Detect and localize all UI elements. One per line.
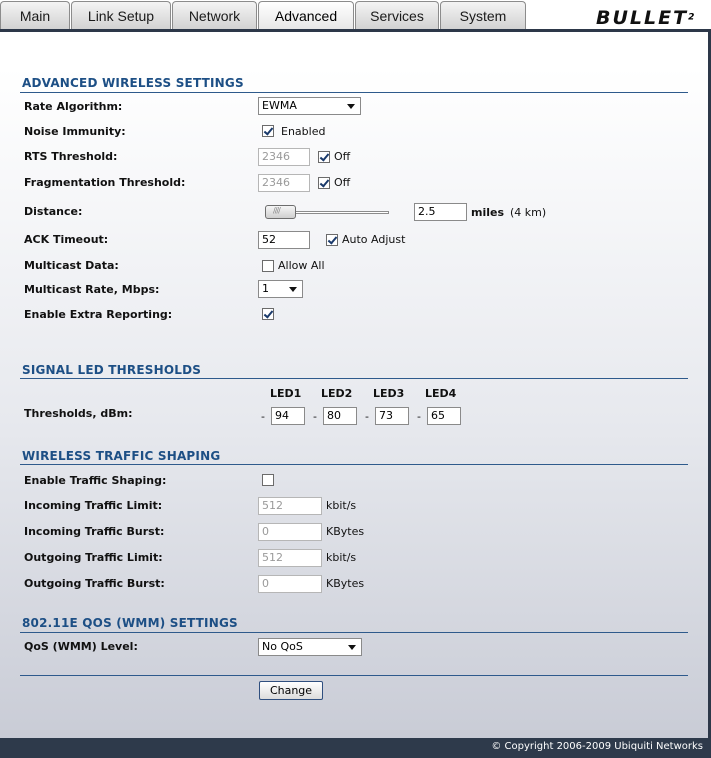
rts-threshold-input[interactable]: 2346	[258, 148, 310, 166]
allow-all-checkbox[interactable]	[262, 260, 274, 272]
outgoing-traffic-burst-input[interactable]: 0	[258, 575, 322, 593]
led3-input[interactable]: 73	[375, 407, 409, 425]
led1-header: LED1	[270, 387, 302, 400]
thresholds-label: Thresholds, dBm:	[24, 407, 133, 420]
noise-immunity-label: Noise Immunity:	[24, 125, 126, 138]
incoming-traffic-burst-input[interactable]: 0	[258, 523, 322, 541]
auto-adjust-checkbox[interactable]	[326, 234, 338, 246]
fragmentation-off-checkbox[interactable]	[318, 177, 330, 189]
rts-off-text: Off	[334, 150, 351, 163]
led1-dash: -	[261, 410, 265, 423]
advanced-wireless-settings-title: ADVANCED WIRELESS SETTINGS	[22, 76, 244, 90]
ack-timeout-input[interactable]: 52	[258, 231, 310, 249]
tab-services[interactable]: Services	[355, 1, 439, 29]
incoming-traffic-burst-label: Incoming Traffic Burst:	[24, 525, 165, 538]
multicast-rate-value: 1	[262, 282, 269, 295]
fragmentation-threshold-label: Fragmentation Threshold:	[24, 176, 186, 189]
led3-dash: -	[365, 410, 369, 423]
change-button[interactable]: Change	[259, 681, 323, 700]
content-panel	[0, 29, 711, 738]
led2-input[interactable]: 80	[323, 407, 357, 425]
tab-link-setup[interactable]: Link Setup	[71, 1, 171, 29]
auto-adjust-text: Auto Adjust	[342, 233, 406, 246]
section-divider	[20, 378, 688, 379]
multicast-data-label: Multicast Data:	[24, 259, 119, 272]
rate-algorithm-select[interactable]	[258, 97, 361, 115]
distance-slider-handle[interactable]	[265, 205, 296, 219]
footer	[0, 738, 711, 758]
fragmentation-threshold-input[interactable]: 2346	[258, 174, 310, 192]
outgoing-burst-unit: KBytes	[326, 577, 365, 590]
led3-header: LED3	[373, 387, 405, 400]
outgoing-limit-unit: kbit/s	[326, 551, 357, 564]
logo-superscript: 2	[688, 12, 695, 23]
led4-input[interactable]: 65	[427, 407, 461, 425]
rts-off-checkbox[interactable]	[318, 151, 330, 163]
chevron-down-icon	[289, 287, 297, 292]
top-navigation	[0, 0, 711, 30]
outgoing-traffic-burst-label: Outgoing Traffic Burst:	[24, 577, 165, 590]
section-divider	[20, 464, 688, 465]
qos-level-label: QoS (WMM) Level:	[24, 640, 138, 653]
section-divider	[20, 632, 688, 633]
bottom-divider	[20, 675, 688, 676]
distance-unit: miles	[471, 206, 505, 219]
multicast-rate-select[interactable]	[258, 280, 303, 298]
section-divider	[20, 92, 688, 93]
led2-dash: -	[313, 410, 317, 423]
led2-header: LED2	[321, 387, 353, 400]
chevron-down-icon	[348, 645, 356, 650]
chevron-down-icon	[347, 104, 355, 109]
led4-dash: -	[417, 410, 421, 423]
qos-level-select[interactable]	[258, 638, 362, 656]
copyright-text: © Copyright 2006-2009 Ubiquiti Networks	[491, 741, 703, 752]
bullet-logo	[596, 7, 706, 31]
noise-immunity-checkbox[interactable]	[262, 125, 274, 137]
signal-led-thresholds-title: SIGNAL LED THRESHOLDS	[22, 363, 202, 377]
rts-threshold-label: RTS Threshold:	[24, 150, 118, 163]
incoming-traffic-limit-label: Incoming Traffic Limit:	[24, 499, 163, 512]
incoming-traffic-limit-input[interactable]: 512	[258, 497, 322, 515]
fragmentation-off-text: Off	[334, 176, 351, 189]
enable-traffic-shaping-label: Enable Traffic Shaping:	[24, 474, 167, 487]
distance-label: Distance:	[24, 205, 83, 218]
tab-main[interactable]: Main	[0, 1, 70, 29]
extra-reporting-label: Enable Extra Reporting:	[24, 308, 173, 321]
multicast-rate-label: Multicast Rate, Mbps:	[24, 283, 160, 296]
distance-km-text: (4 km)	[510, 206, 547, 219]
incoming-limit-unit: kbit/s	[326, 499, 357, 512]
allow-all-text: Allow All	[278, 259, 325, 272]
rate-algorithm-label: Rate Algorithm:	[24, 100, 123, 113]
rate-algorithm-value: EWMA	[262, 99, 297, 112]
tab-network[interactable]: Network	[172, 1, 257, 29]
extra-reporting-checkbox[interactable]	[262, 308, 274, 320]
qos-settings-title: 802.11E QOS (WMM) SETTINGS	[22, 616, 238, 630]
qos-level-value: No QoS	[262, 640, 303, 653]
led4-header: LED4	[425, 387, 457, 400]
outgoing-traffic-limit-label: Outgoing Traffic Limit:	[24, 551, 163, 564]
wireless-traffic-shaping-title: WIRELESS TRAFFIC SHAPING	[22, 449, 221, 463]
enable-traffic-shaping-checkbox[interactable]	[262, 474, 274, 486]
led1-input[interactable]: 94	[271, 407, 305, 425]
distance-input[interactable]: 2.5	[414, 203, 467, 221]
ack-timeout-label: ACK Timeout:	[24, 233, 109, 246]
outgoing-traffic-limit-input[interactable]: 512	[258, 549, 322, 567]
logo-text: BULLET	[596, 7, 689, 29]
incoming-burst-unit: KBytes	[326, 525, 365, 538]
noise-immunity-text: Enabled	[281, 125, 326, 138]
tab-advanced[interactable]: Advanced	[258, 1, 354, 29]
tab-system[interactable]: System	[440, 1, 526, 29]
